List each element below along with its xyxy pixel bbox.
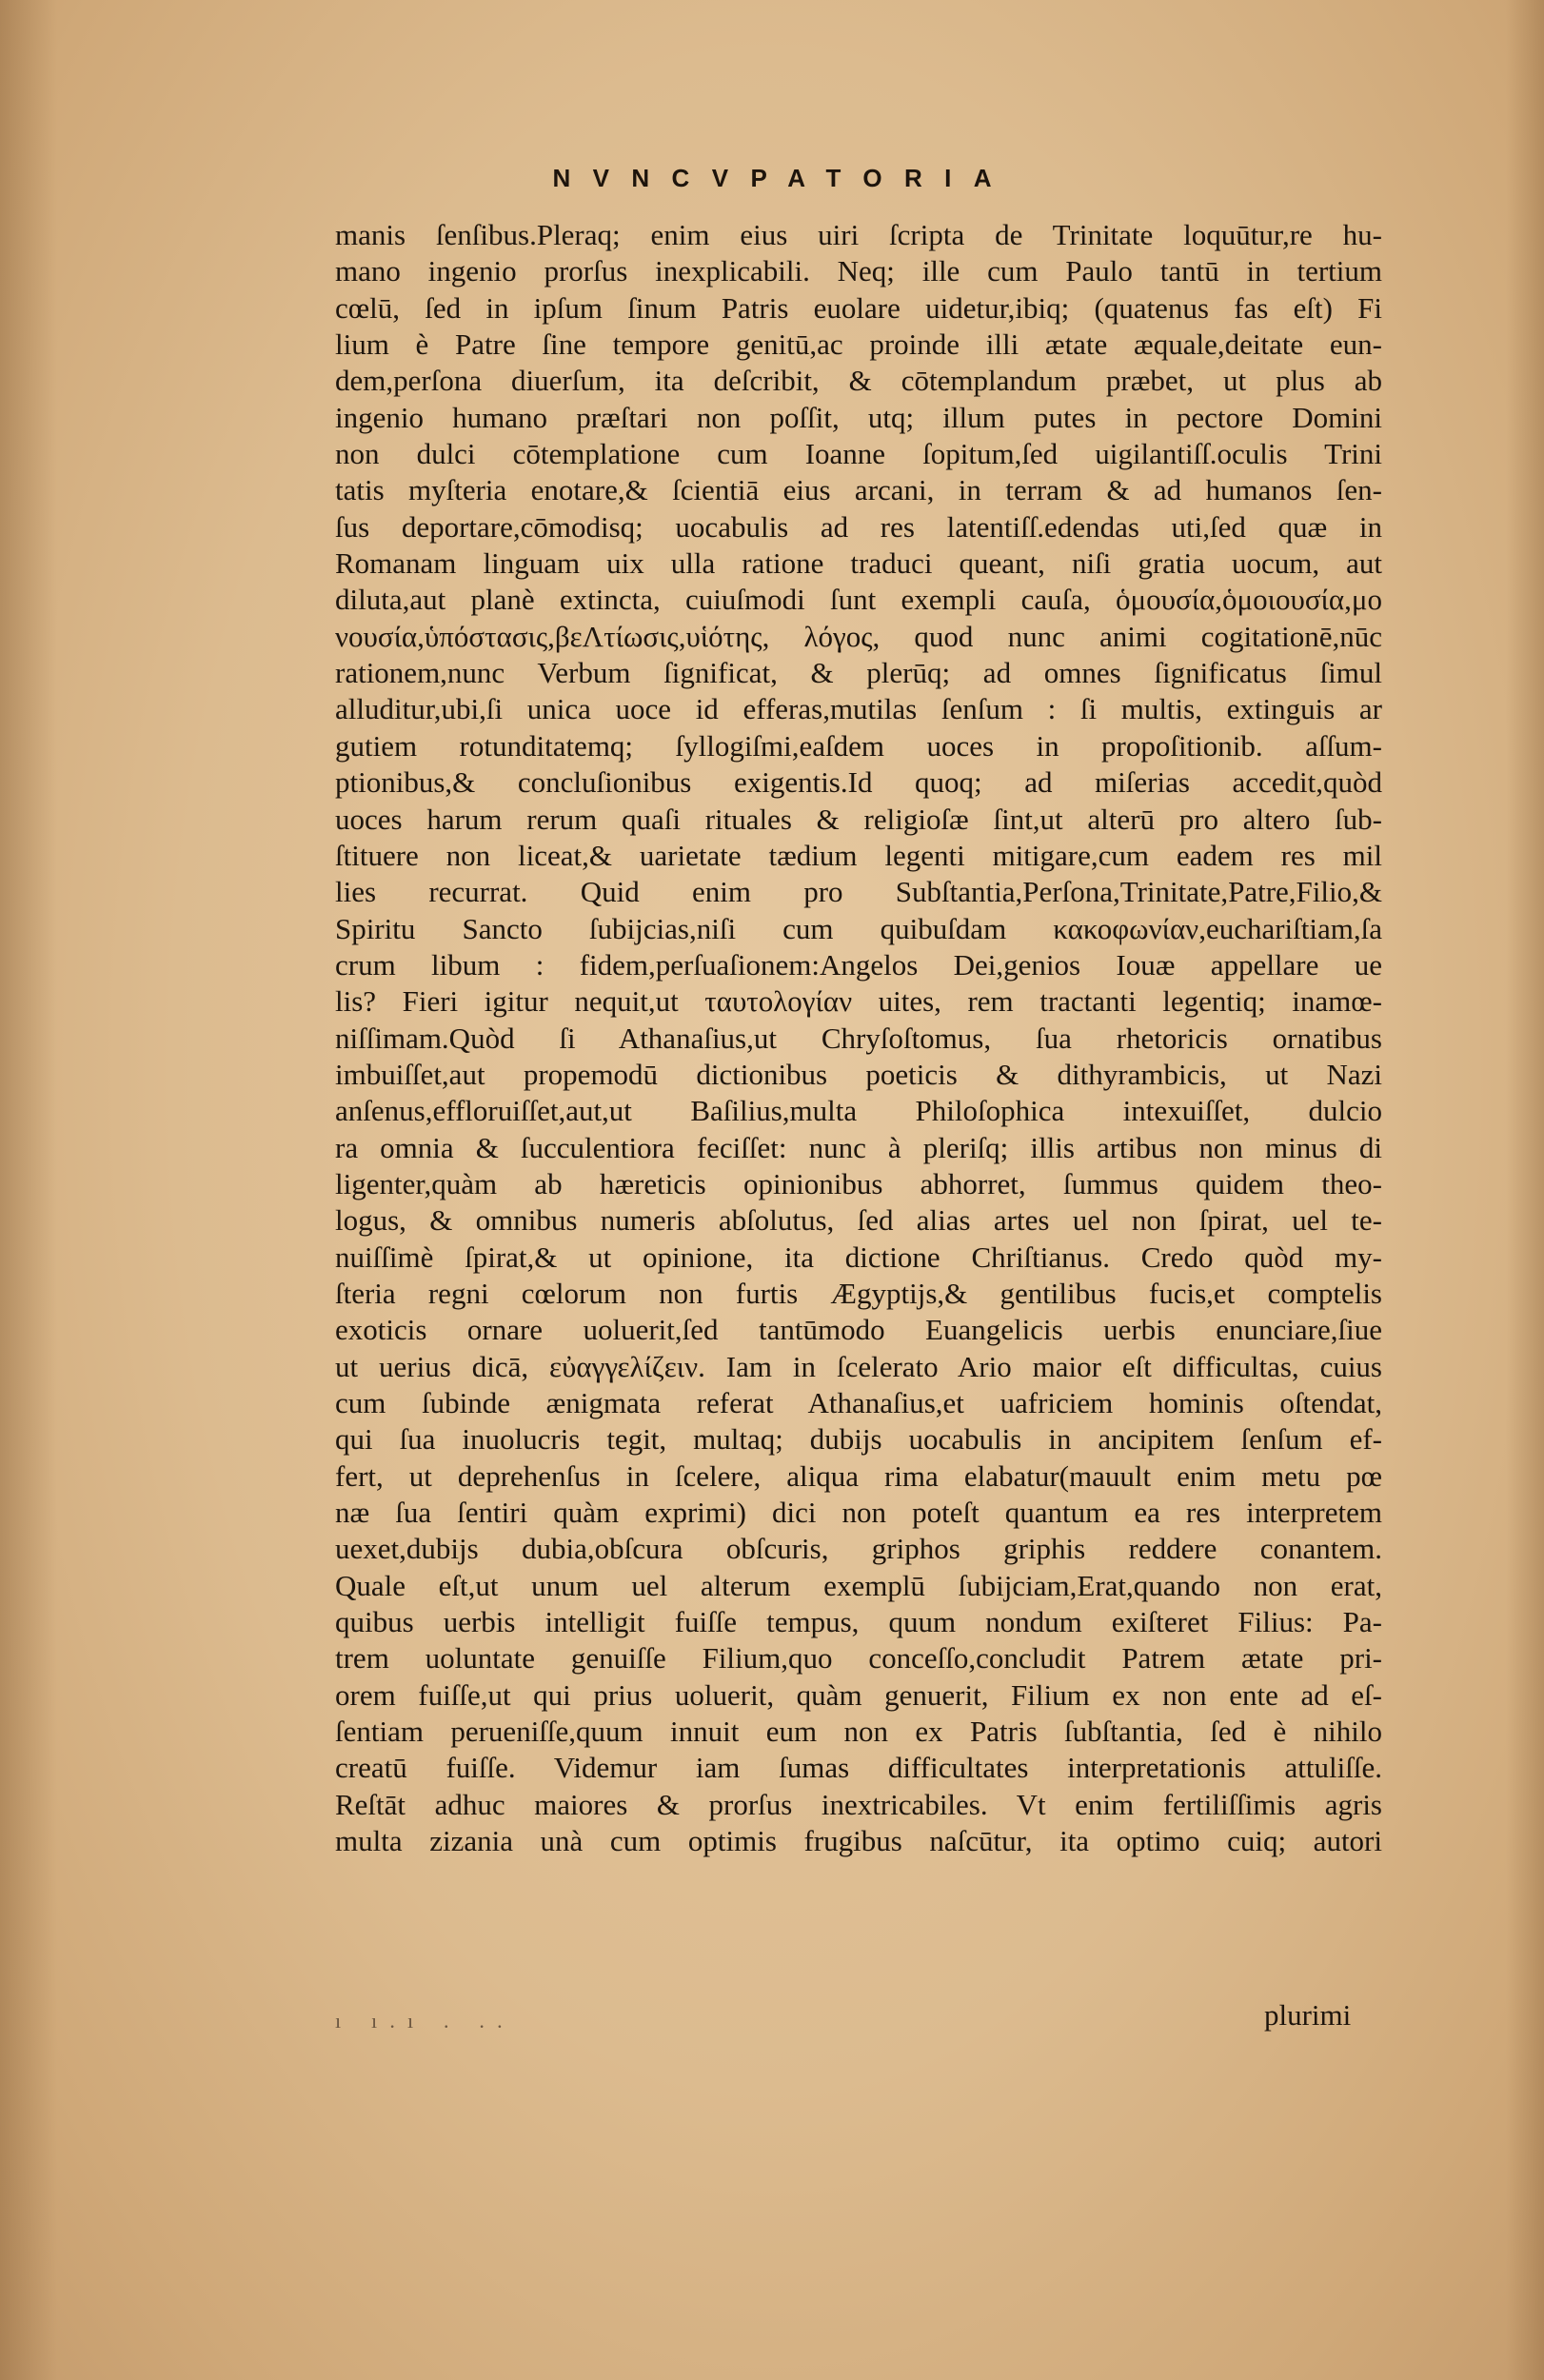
- text-line: Reſtāt adhuc maiores & prorſus inextricabiles. Vt enim fertiliſſimis agris: [335, 1787, 1382, 1821]
- text-line: [335, 1933, 1382, 1969]
- text-line: qui ſua inuolucris tegit, multaq; dubijs uocabulis in ancipitem ſenſum ef-: [335, 1422, 1382, 1457]
- text-line: Spiritu Sancto ſubijcias,niſi cum quibuſdam κακοφωνίαν,euchariſtiam,ſa: [335, 911, 1382, 945]
- text-line: ſteria regni cœlorum non furtis Ægyptijs,& gentilibus fucis,et comptelis: [335, 1276, 1382, 1310]
- text-line: non dulci cōtemplatione cum Ioanne ſopitum,ſed uigilantiſſ.oculis Trini: [335, 437, 1382, 471]
- text-line: crum libum : fidem,perſuaſionem:Angelos Dei,genios Iouæ appellare ue: [335, 947, 1382, 982]
- text-line: creatū fuiſſe. Videmur iam ſumas difficultates interpretationis attuliſſe.: [335, 1751, 1382, 1785]
- text-line: imbuiſſet,aut propemodū dictionibus poeticis & dithyrambicis, ut Nazi: [335, 1057, 1382, 1091]
- text-line: lies recurrat. Quid enim pro Subſtantia,Perſona,Trinitate,Patre,Filio,&: [335, 875, 1382, 909]
- text-line: [335, 1859, 1382, 1895]
- text-line: tatis myſteria enotare,& ſcientiā eius arcani, in terram & ad humanos ſen-: [335, 473, 1382, 507]
- text-line: ingenio humano præſtari non poſſit, utq; illum putes in pectore Domini: [335, 400, 1382, 434]
- text-line: anſenus,effloruiſſet,aut,ut Baſilius,multa Philoſophica intexuiſſet, dulcio: [335, 1094, 1382, 1128]
- text-line: multa zizania unà cum optimis frugibus naſcūtur, ita optimo cuiq; autori: [335, 1824, 1382, 1858]
- text-line: fert, ut deprehenſus in ſcelere, aliqua rima elabatur(mauult enim metu pœ: [335, 1458, 1382, 1493]
- text-line: uexet,dubijs dubia,obſcura obſcuris, griphos griphis reddere conantem.: [335, 1532, 1382, 1566]
- body-text: [335, 217, 1382, 1970]
- signature-marks: ı ı.ı . ..: [335, 2009, 515, 2033]
- text-line: ſentiam perueniſſe,quum innuit eum non ex Patris ſubſtantia, ſed è nihilo: [335, 1715, 1382, 1749]
- text-line: ſtituere non liceat,& uarietate tædium legenti mitigare,cum eadem res mil: [335, 838, 1382, 872]
- text-line: ptionibus,& concluſionibus exigentis.Id quoq; ad miſerias accedit,quòd: [335, 765, 1382, 800]
- text-line: cum ſubinde ænigmata referat Athanaſius,et uafriciem hominis oſtendat,: [335, 1386, 1382, 1419]
- text-line: ut uerius dicā, εὐαγγελίζειν. Iam in ſcelerato Ario maior eſt difficultas, cuius: [335, 1349, 1382, 1383]
- text-line: Romanam linguam uix ulla ratione traduci queant, niſi gratia uocum, aut: [335, 546, 1382, 581]
- text-line: mano ingenio prorſus inexplicabili. Neq; ille cum Paulo tantū in tertium: [335, 254, 1382, 288]
- text-line: cœlū, ſed in ipſum ſinum Patris euolare uidetur,ibiq; (quatenus fas eſt) Fi: [335, 290, 1382, 325]
- text-line: dem,perſona diuerſum, ita deſcribit, & cōtemplandum præbet, ut plus ab: [335, 364, 1382, 398]
- text-line: næ ſua ſentiri quàm exprimi) dici non poteſt quantum ea res interpretem: [335, 1496, 1382, 1530]
- text-line: ra omnia & ſucculentiora feciſſet: nunc à pleriſq; illis artibus non minus di: [335, 1130, 1382, 1164]
- text-line: orem fuiſſe,ut qui prius uoluerit, quàm genuerit, Filium ex non ente ad eſ-: [335, 1677, 1382, 1712]
- text-line: niſſimam.Quòd ſi Athanaſius,ut Chryſoſtomus, ſua rhetoricis ornatibus: [335, 1021, 1382, 1055]
- text-line: diluta,aut planè extincta, cuiuſmodi ſunt exempli cauſa, ὁμουσία,ὁμοιουσία,μο: [335, 583, 1382, 617]
- text-line: ſus deportare,cōmodisq; uocabulis ad res latentiſſ.edendas uti,ſed quæ in: [335, 509, 1382, 544]
- text-line: rationem,nunc Verbum ſignificat, & plerūq; ad omnes ſignificatus ſimul: [335, 656, 1382, 690]
- text-line: ligenter,quàm ab hæreticis opinionibus abhorret, ſummus quidem theo-: [335, 1166, 1382, 1200]
- text-line: logus, & omnibus numeris abſolutus, ſed alias artes uel non ſpirat, uel te-: [335, 1203, 1382, 1238]
- text-line: manis ſenſibus.Pleraq; enim eius uiri ſcripta de Trinitate loquūtur,re hu-: [335, 218, 1382, 251]
- text-line: [335, 1896, 1382, 1933]
- text-line: gutiem rotunditatemq; ſyllogiſmi,eaſdem uoces in propoſitionib. aſſum-: [335, 728, 1382, 763]
- text-line: lium è Patre ſine tempore genitū,ac proinde illi ætate æquale,deitate eun-: [335, 327, 1382, 362]
- text-line: exoticis ornare uoluerit,ſed tantūmodo Euangelicis uerbis enunciare,ſiue: [335, 1313, 1382, 1347]
- running-head: NVNCVPATORIA: [552, 164, 1014, 192]
- text-line: nuiſſimè ſpirat,& ut opinione, ita dictione Chriſtianus. Credo quòd my-: [335, 1240, 1382, 1274]
- text-line: νουσία,ὑπόστασις,βεΛτίωσις,υἱότης, λόγος, quod nunc animi cogitationē,nūc: [335, 619, 1382, 653]
- text-line: lis? Fieri igitur nequit,ut ταυτολογίαν uites, rem tractanti legentiq; inamœ-: [335, 984, 1382, 1019]
- page-edge-shadow-right: [1506, 0, 1544, 2380]
- catchword: plurimi: [1264, 1998, 1352, 2032]
- text-line: alluditur,ubi,ſi unica uoce id efferas,mutilas ſenſum : ſi multis, extinguis ar: [335, 692, 1382, 726]
- text-line: quibus uerbis intelligit fuiſſe tempus, quum nondum exiſteret Filius: Pa-: [335, 1605, 1382, 1639]
- text-line: Quale eſt,ut unum uel alterum exemplū ſubijciam,Erat,quando non erat,: [335, 1568, 1382, 1602]
- page-edge-shadow-left: [0, 0, 57, 2380]
- text-line: trem uoluntate genuiſſe Filium,quo conceſſo,concludit Patrem ætate pri-: [335, 1641, 1382, 1676]
- text-line: uoces harum rerum quaſi rituales & religioſæ ſint,ut alterū pro altero ſub-: [335, 802, 1382, 836]
